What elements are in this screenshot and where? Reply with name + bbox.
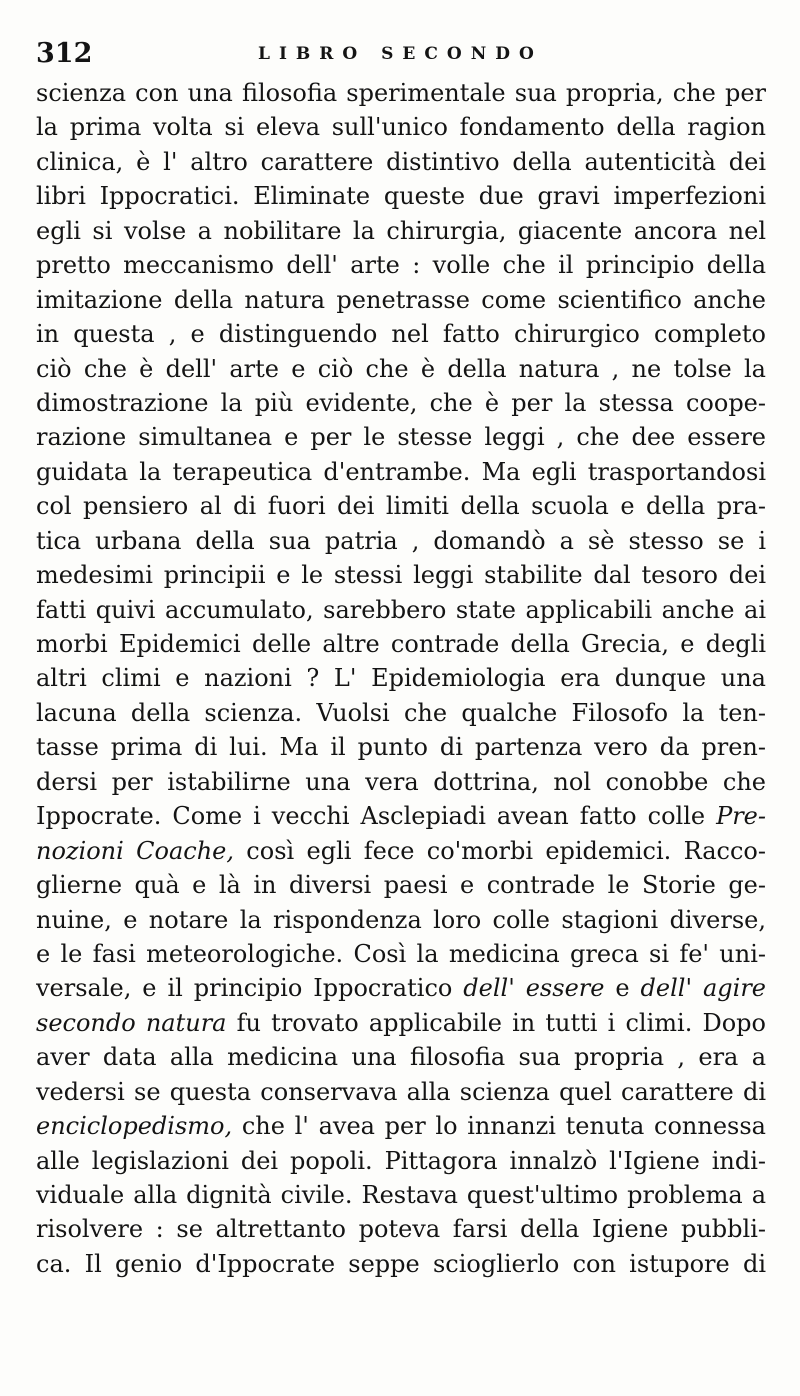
text-line bbox=[36, 524, 766, 558]
text-line bbox=[36, 352, 766, 386]
text-segment: tica urbana della sua patria , domandò a sè stesso se i bbox=[36, 526, 766, 555]
text-segment: versale, e il principio Ippocratico bbox=[36, 974, 464, 1003]
text-segment: viduale alla dignità civile. Restava quest'ultimo problema a bbox=[36, 1181, 766, 1209]
text-line bbox=[36, 179, 766, 213]
text-segment: col pensiero al di fuori dei limiti della scuola e della pra- bbox=[36, 492, 766, 521]
text-segment: morbi Epidemici delle altre contrade della Grecia, e degli bbox=[36, 630, 766, 658]
text-segment: fatti quivi accumulato, sarebbero state applicabili anche ai bbox=[36, 595, 766, 624]
text-segment: tasse prima di lui. Ma il punto di partenza vero da pren- bbox=[36, 733, 766, 762]
italic-text: Pre- bbox=[716, 802, 766, 831]
text-segment: nuine, e notare la rispondenza loro colle stagioni diverse, bbox=[36, 905, 766, 934]
text-line bbox=[36, 799, 766, 833]
text-segment: libri Ippocratici. Eliminate queste due gravi imperfezioni bbox=[36, 182, 766, 211]
text-segment: che l' avea per lo innanzi tenuta connessa bbox=[232, 1112, 766, 1141]
text-line bbox=[36, 903, 766, 937]
text-segment: clinica, è l' altro carattere distintivo della autenticità dei bbox=[36, 147, 766, 176]
text-segment: risolvere : se altrettanto poteva farsi della Igiene pubbli- bbox=[36, 1215, 766, 1244]
italic-text: dell' agire bbox=[640, 974, 766, 1003]
text-line bbox=[36, 1006, 766, 1040]
text-segment: razione simultanea e per le stesse leggi , che dee essere bbox=[36, 423, 766, 452]
text-line bbox=[36, 1144, 766, 1178]
text-line bbox=[36, 593, 766, 627]
body-text bbox=[36, 76, 766, 1281]
text-line bbox=[36, 386, 766, 420]
text-segment: e bbox=[604, 974, 641, 1003]
text-line bbox=[36, 558, 766, 592]
text-segment: scienza con una filosofia sperimentale sua propria, che per bbox=[36, 79, 766, 107]
italic-text: nozioni Coache, bbox=[36, 836, 234, 865]
text-line bbox=[36, 1075, 766, 1109]
text-line bbox=[36, 765, 766, 799]
text-segment: altri climi e nazioni ? L' Epidemiologia era dunque una bbox=[36, 664, 766, 693]
text-line bbox=[36, 489, 766, 523]
text-line bbox=[36, 455, 766, 489]
text-segment: guidata la terapeutica d'entrambe. Ma egli trasportandosi bbox=[36, 457, 766, 486]
italic-text: dell' essere bbox=[463, 974, 605, 1003]
text-line bbox=[36, 214, 766, 248]
text-line bbox=[36, 1247, 766, 1281]
text-line bbox=[36, 696, 766, 730]
text-segment: glierne quà e là in diversi paesi e contrade le Storie ge- bbox=[36, 871, 766, 900]
text-line bbox=[36, 868, 766, 902]
text-segment: fu trovato applicabile in tutti i climi. Dopo bbox=[226, 1008, 766, 1037]
text-segment: ca. Il genio d'Ippocrate seppe scioglierlo con istupore di bbox=[36, 1249, 766, 1278]
text-line bbox=[36, 1109, 766, 1143]
text-line bbox=[36, 1178, 766, 1212]
text-line bbox=[36, 937, 766, 971]
text-line bbox=[36, 317, 766, 351]
text-line bbox=[36, 971, 766, 1005]
text-segment: imitazione della natura penetrasse come scientifico anche bbox=[36, 285, 766, 314]
text-segment: alle legislazioni dei popoli. Pittagora innalzò l'Igiene indi- bbox=[36, 1146, 766, 1175]
text-line bbox=[36, 420, 766, 454]
text-segment: e le fasi meteorologiche. Così la medicina greca si fe' uni- bbox=[36, 939, 766, 968]
text-line bbox=[36, 76, 766, 110]
text-line bbox=[36, 1212, 766, 1246]
running-title: LIBRO SECONDO bbox=[258, 44, 543, 64]
text-segment: dersi per istabilirne una vera dottrina, nol conobbe che bbox=[36, 767, 766, 796]
text-segment: vedersi se questa conservava alla scienza quel carattere di bbox=[36, 1077, 766, 1106]
italic-text: secondo natura bbox=[36, 1008, 227, 1037]
text-segment: medesimi principii e le stessi leggi stabilite dal tesoro dei bbox=[36, 561, 766, 590]
text-line bbox=[36, 248, 766, 282]
text-line bbox=[36, 627, 766, 661]
text-segment: aver data alla medicina una filosofia sua propria , era a bbox=[36, 1043, 766, 1072]
text-segment: così egli fece co'morbi epidemici. Racco- bbox=[233, 836, 766, 865]
text-segment: egli si volse a nobilitare la chirurgia, giacente ancora nel bbox=[36, 216, 766, 245]
text-line bbox=[36, 1040, 766, 1074]
text-line bbox=[36, 283, 766, 317]
text-segment: in questa , e distinguendo nel fatto chirurgico completo bbox=[36, 320, 766, 349]
italic-text: enciclopedismo, bbox=[36, 1112, 233, 1141]
page-number: 312 bbox=[36, 38, 93, 69]
page-header bbox=[36, 36, 766, 72]
text-segment: lacuna della scienza. Vuolsi che qualche Filosofo la ten- bbox=[36, 698, 766, 727]
text-line bbox=[36, 145, 766, 179]
text-line bbox=[36, 834, 766, 868]
text-segment: pretto meccanismo dell' arte : volle che il principio della bbox=[36, 251, 766, 280]
text-segment: dimostrazione la più evidente, che è per la stessa coope- bbox=[36, 388, 766, 417]
text-line bbox=[36, 730, 766, 764]
text-line bbox=[36, 661, 766, 695]
text-line bbox=[36, 110, 766, 144]
text-segment: Ippocrate. Come i vecchi Asclepiadi avean fatto colle bbox=[36, 802, 717, 831]
text-segment: ciò che è dell' arte e ciò che è della natura , ne tolse la bbox=[36, 354, 766, 383]
text-segment: la prima volta si eleva sull'unico fondamento della ragion bbox=[36, 113, 766, 142]
